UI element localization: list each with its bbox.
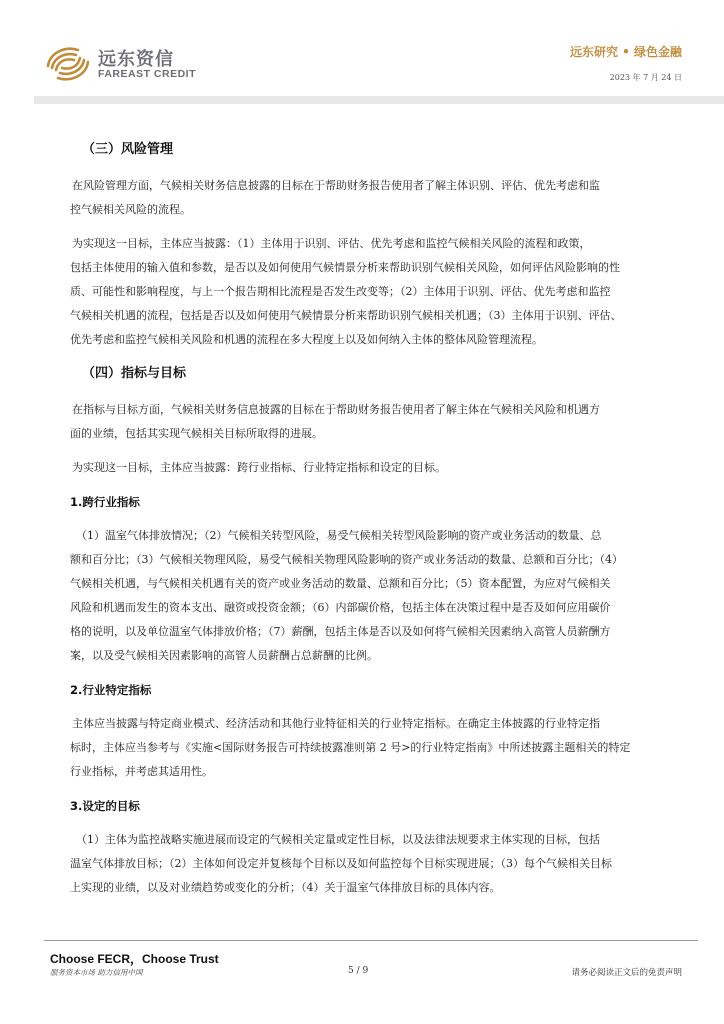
footer-motto: 服务资本市场 助力信用中国	[50, 968, 143, 977]
footer-slogan: Choose FECR，Choose Trust	[50, 952, 219, 966]
header-divider-bar	[34, 96, 724, 104]
paragraph-line: （1）温室气体排放情况；（2）气候相关转型风险，易受气候相关转型风险影响的资产或业务活动的数量、总	[76, 529, 602, 542]
subsection-title-cross-industry: 1.跨行业指标	[70, 495, 140, 509]
paragraph-line: 包括主体使用的输入值和参数，是否以及如何使用气候情景分析来帮助识别气候相关风险，如何评估风险影响的性	[70, 261, 620, 274]
paragraph-line: 在风险管理方面，气候相关财务信息披露的目标在于帮助财务报告使用者了解主体识别、评估、优先考虑和监	[72, 179, 600, 192]
paragraph-line: 气候相关机遇的流程，包括是否以及如何使用气候情景分析来帮助识别气候相关机遇；（3）主体用于识别、评估、	[70, 309, 622, 322]
section-title-metrics-targets: （四）指标与目标	[82, 366, 187, 381]
paragraph-line: （1）主体为监控战略实施进展而设定的气候相关定量或定性目标，以及法律法规要求主体实现的目标，包括	[76, 833, 600, 846]
paragraph-line: 控气候相关风险的流程。	[70, 203, 191, 216]
fareast-credit-logo-icon	[44, 44, 92, 84]
page-header	[0, 0, 724, 104]
paragraph-line: 为实现这一目标，主体应当披露：（1）主体用于识别、评估、优先考虑和监控气候相关风险的流程和政策，	[72, 237, 591, 250]
paragraph-line: 在指标与目标方面，气候相关财务信息披露的目标在于帮助财务报告使用者了解主体在气候相关风险和机遇方	[72, 403, 600, 416]
paragraph-line: 标时，主体应当参考与《实施<国际财务报告可持续披露准则第 2 号>的行业特定指南》中所述披露主题相关的特定	[70, 741, 631, 754]
paragraph-line: 行业指标，并考虑其适用性。	[70, 765, 213, 778]
subsection-title-targets: 3.设定的目标	[70, 799, 140, 813]
paragraph-line: 格的说明，以及单位温室气体排放价格；（7）薪酬，包括主体是否以及如何将气候相关因素纳入高管人员薪酬方	[70, 625, 611, 638]
brand-name-cn: 远东资信	[98, 49, 174, 70]
report-series-tag: 远东研究 • 绿色金融	[569, 45, 682, 59]
paragraph-line: 质、可能性和影响程度，与上一个报告期相比流程是否发生改变等；（2）主体用于识别、评估、优先考虑和监控	[70, 285, 611, 298]
subsection-title-industry-specific: 2.行业特定指标	[70, 683, 152, 697]
brand-name-en: FAREAST CREDIT	[98, 68, 197, 80]
paragraph-line: 上实现的业绩，以及对业绩趋势或变化的分析；（4）关于温室气体排放目标的具体内容。	[70, 881, 501, 894]
document-body	[70, 138, 682, 900]
paragraph-line: 为实现这一目标，主体应当披露：跨行业指标、行业特定指标和设定的目标。	[72, 461, 446, 474]
paragraph-line: 案，以及受气候相关因素影响的高管人员薪酬占总薪酬的比例。	[70, 649, 378, 662]
footer-disclaimer: 请务必阅读正文后的免责声明	[571, 968, 682, 978]
paragraph-line: 气候相关机遇，与气候相关机遇有关的资产或业务活动的数量、总额和百分比；（5）资本配置，为应对气候相关	[70, 577, 611, 590]
paragraph-line: 主体应当披露与特定商业模式、经济活动和其他行业特征相关的行业特定指标。在确定主体披露的行业特定指	[72, 717, 600, 730]
footer-divider	[44, 940, 698, 941]
page-number: 5 / 9	[348, 966, 369, 976]
paragraph-line: 面的业绩，包括其实现气候相关目标所取得的进展。	[70, 427, 323, 440]
paragraph-line: 风险和机遇而发生的资本支出、融资或投资金额；（6）内部碳价格，包括主体在决策过程中是否及如何应用碳价	[70, 601, 611, 614]
paragraph-line: 优先考虑和监控气候相关风险和机遇的流程在多大程度上以及如何纳入主体的整体风险管理流程。	[70, 333, 543, 346]
report-date: 2023 年 7 月 24 日	[609, 73, 682, 82]
section-title-risk-management: （三）风险管理	[82, 142, 174, 157]
paragraph-line: 温室气体排放目标；（2）主体如何设定并复核每个目标以及如何监控每个目标实现进展；（3）每个气候相关目标	[70, 857, 612, 870]
paragraph-line: 额和百分比；（3）气候相关物理风险，易受气候相关物理风险影响的资产或业务活动的数量、总额和百分比；（4）	[70, 553, 623, 566]
